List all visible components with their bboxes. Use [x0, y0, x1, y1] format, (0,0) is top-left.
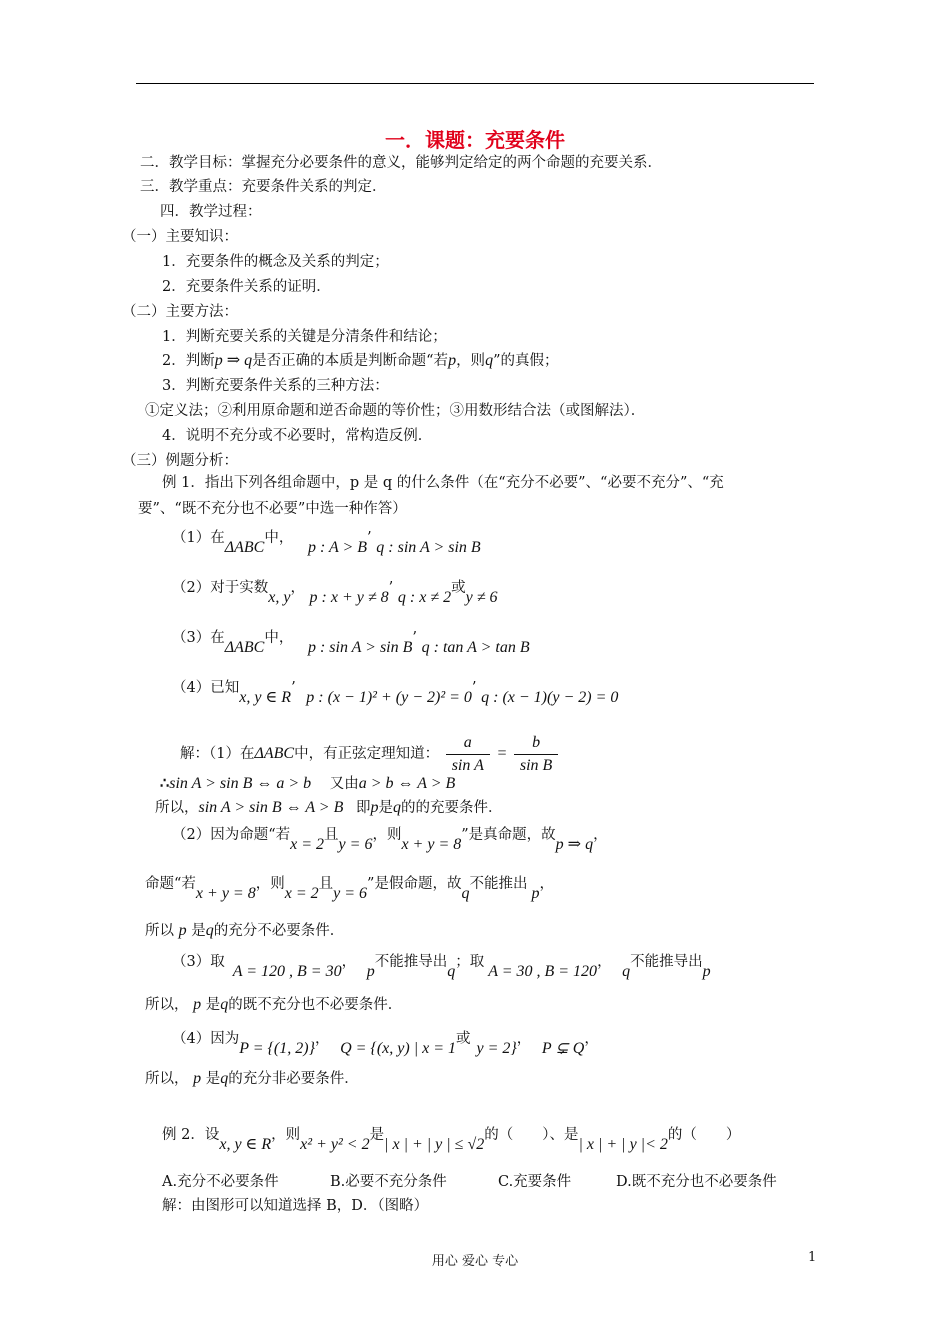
- teaching-process: 四．教学过程：: [160, 204, 262, 220]
- solution-2b: 命题“若x + y = 8，则x = 2且y = 6”是假命题，故q不能推出p，: [145, 876, 554, 902]
- solution-2-conclusion: 所以 p 是q的充分不必要条件．: [145, 922, 345, 939]
- fraction: $\frac{b}{\text{sin B}}$: [514, 732, 558, 777]
- page-number: 1: [808, 1250, 817, 1265]
- case-1: （1）在ΔABC中， p : A > B’ q : sin A > sin B: [172, 530, 481, 556]
- list-item: 2．判断p ⇒ q是否正确的本质是判断命题“若p，则q”的真假；: [162, 352, 559, 369]
- page-title: 一．课题：充要条件: [385, 128, 565, 152]
- solution-3: （3）取A = 120 , B = 30， p不能推导出q；取A = 30 , B = 120， q不能推导出p: [172, 954, 711, 980]
- option-b: B.必要不充分条件: [330, 1174, 447, 1190]
- section-heading: （一）主要知识：: [122, 229, 238, 245]
- solution-3-conclusion: 所以， p 是q的既不充分也不必要条件．: [145, 996, 403, 1013]
- example-1-text: 要”、“既不充分也不必要”中选一种作答）: [138, 501, 407, 517]
- option-a: A.充分不必要条件: [162, 1174, 279, 1190]
- teaching-goal: 二．教学目标：掌握充分必要条件的意义，能够判定给定的两个命题的充要关系．: [140, 155, 662, 171]
- list-item: 2．充要条件关系的证明．: [162, 279, 331, 295]
- list-item: 1．判断充要关系的关键是分清条件和结论；: [162, 329, 447, 345]
- solution-1-conclusion: 所以，sin A > sin B ⇔ A > B 即p是q的的充要条件．: [155, 799, 503, 816]
- list-item: 3．判断充要条件关系的三种方法：: [162, 378, 389, 394]
- list-item: 4．说明不充分或不必要时，常构造反例．: [162, 428, 433, 444]
- example-2: 例 2．设x, y ∈ R，则x² + y² < 2是| x | + | y | ≤ √2的（ ）、是| x | + | y |< 2的（ ）: [162, 1127, 741, 1153]
- fraction: $\frac{a}{\text{sin A}}$: [446, 732, 490, 777]
- example-2-answer: 解：由图形可以知道选择 B，D．（图略）: [162, 1198, 429, 1214]
- methods-line: ①定义法；②利用原命题和逆否命题的等价性；③用数形结合法（或图解法）．: [145, 403, 646, 419]
- section-heading: （三）例题分析：: [122, 453, 238, 469]
- solution-1: 解：（1）在ΔABC中，有正弦定理知道： $\frac{a}{\text{sin A}}$ = $\frac{b}{\text{sin B}}$: [180, 730, 560, 778]
- page-footer: 用心 爱心 专心: [431, 1254, 519, 1269]
- header-rule: [136, 83, 814, 84]
- solution-4: （4）因为P = {(1, 2)}， Q = {(x, y) | x = 1或y = 2}， P ⊊ Q，: [172, 1031, 599, 1057]
- case-3: （3）在ΔABC中， p : sin A > sin B’ q : tan A > tan B: [172, 630, 530, 656]
- option-d: D.既不充分也不必要条件: [616, 1174, 777, 1190]
- example-1-text: 例 1．指出下列各组命题中，p 是 q 的什么条件（在“充分不必要”、“必要不充分”、“充: [162, 475, 724, 491]
- solution-4-conclusion: 所以， p 是q的充分非必要条件．: [145, 1070, 359, 1087]
- teaching-focus: 三．教学重点：充要条件关系的判定．: [140, 179, 387, 195]
- case-4: （4）已知x, y ∈ R’ p : (x − 1)² + (y − 2)² = 0’ q : (x − 1)(y − 2) = 0: [172, 680, 619, 706]
- solution-1-step: ∴sin A > sin B ⇔ a > b 又由a > b ⇔ A > B: [160, 775, 456, 792]
- section-heading: （二）主要方法：: [122, 304, 238, 320]
- list-item: 1．充要条件的概念及关系的判定；: [162, 254, 389, 270]
- solution-2: （2）因为命题“若x = 2且y = 6，则x + y = 8”是真命题，故p ⇒ q，: [172, 827, 608, 853]
- case-2: （2）对于实数x, y， p : x + y ≠ 8’ q : x ≠ 2或y ≠ 6: [172, 580, 498, 606]
- option-c: C.充要条件: [498, 1174, 572, 1190]
